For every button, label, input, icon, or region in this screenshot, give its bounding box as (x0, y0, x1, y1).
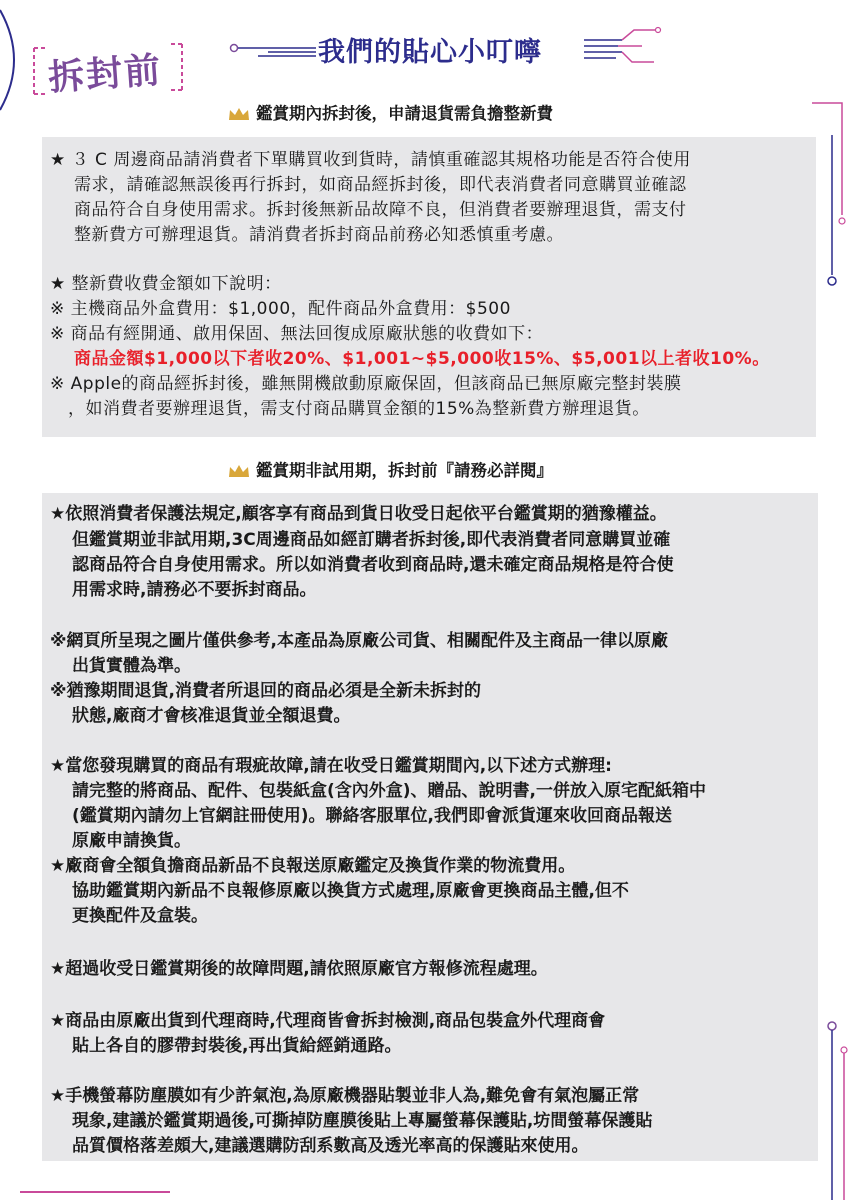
badge-label: 拆封前 (46, 49, 164, 99)
s1-line: ※ Apple的商品經拆封後，雖無開機啟動原廠保固，但該商品已無原廠完整封裝膜 (50, 374, 682, 394)
circuit-decoration-left (228, 38, 318, 68)
s2-line: 認商品符合自身使用需求。所以如消費者收到商品時,還未確定商品規格是符合使 (72, 555, 674, 575)
s1-line: 整新費方可辦理退貨。請消費者拆封商品前務必知悉慎重考慮。 (74, 225, 564, 245)
s2-line: 更換配件及盒裝。 (72, 906, 208, 926)
s1-line: ★ 整新費收費金額如下說明： (50, 274, 282, 294)
section1-heading-text: 鑑賞期內拆封後，申請退貨需負擔整新費 (256, 104, 553, 123)
s1-line: 商品符合自身使用需求。拆封後無新品故障不良，但消費者要辦理退貨，需支付 (74, 200, 687, 220)
s2-line: (鑑賞期內請勿上官網註冊使用)。聯絡客服單位,我們即會派貨運來收回商品報送 (72, 806, 672, 826)
s2-line: 貼上各自的膠帶封裝後,再出貨給經銷通路。 (72, 1036, 402, 1056)
s2-line: 用需求時,請務必不要拆封商品。 (72, 580, 317, 600)
s2-line: ※網頁所呈現之圖片僅供參考,本產品為原廠公司貨、相關配件及主商品一律以原廠 (50, 631, 668, 651)
s2-line: 協助鑑賞期內新品不良報修原廠以換貨方式處理,原廠會更換商品主體,但不 (72, 881, 629, 901)
s1-line: ，如消費者要辦理退貨，需支付商品購買金額的15%為整新費方辦理退貨。 (68, 399, 650, 419)
s2-line: 狀態,廠商才會核准退貨並全額退費。 (72, 706, 351, 726)
page-title: 我們的貼心小叮嚀 (318, 37, 542, 68)
s2-line: ★依照消費者保護法規定,顧客享有商品到貨日收受日起依平台鑑賞期的猶豫權益。 (50, 504, 667, 524)
s2-line: 出貨實體為準。 (72, 656, 191, 676)
bottom-rule (20, 1188, 170, 1196)
s1-fee-rates: 商品金額$1,000以下者收20%、$1,001~$5,000收15%、$5,001以上者收10%。 (74, 349, 770, 369)
s2-line: 品質價格落差頗大,建議選購防刮系數高及透光率高的保護貼來使用。 (72, 1136, 589, 1156)
s2-line: 但鑑賞期並非試用期,3C周邊商品如經訂購者拆封後,即代表消費者同意購買並確 (72, 530, 671, 550)
header-badge (28, 38, 188, 102)
s2-line: ★手機螢幕防塵膜如有少許氣泡,為原廠機器貼製並非人為,難免會有氣泡屬正常 (50, 1086, 640, 1106)
circuit-decoration-right (582, 26, 662, 76)
s2-line: ★當您發現購買的商品有瑕疵故障,請在收受日鑑賞期間內,以下述方式辦理: (50, 756, 612, 776)
s2-line: 請完整的將商品、配件、包裝紙盒(含內外盒)、贈品、說明書,一併放入原宅配紙箱中 (72, 781, 706, 801)
s2-line: 原廠申請換貨。 (72, 831, 191, 851)
s2-line: ※猶豫期間退貨,消費者所退回的商品必須是全新未拆封的 (50, 681, 481, 701)
s1-line: ※ 商品有經開通、啟用保固、無法回復成原廠狀態的收費如下： (50, 324, 544, 344)
s1-line: ※ 主機商品外盒費用：$1,000，配件商品外盒費用：$500 (50, 299, 511, 319)
s2-line: ★廠商會全額負擔商品新品不良報送原廠鑑定及換貨作業的物流費用。 (50, 856, 576, 876)
section1-box (42, 137, 816, 437)
section1-heading (228, 100, 553, 124)
circuit-decoration-side (812, 95, 850, 295)
s2-line: 現象,建議於鑑賞期過後,可撕掉防塵膜後貼上專屬螢幕保護貼,坊間螢幕保護貼 (72, 1111, 653, 1131)
section2-heading-text: 鑑賞期非試用期，拆封前『請務必詳閱』 (256, 461, 553, 480)
s2-line: ★超過收受日鑑賞期後的故障問題,請依照原廠官方報修流程處理。 (50, 959, 548, 979)
s1-line: ★ ３ C 周邊商品請消費者下單購買收到貨時，請慎重確認其規格功能是否符合使用 (50, 150, 691, 170)
s1-line: 需求，請確認無誤後再行拆封，如商品經拆封後，即代表消費者同意購買並確認 (74, 175, 687, 195)
section2-heading (228, 457, 553, 481)
crown-icon (228, 107, 250, 121)
crown-icon (228, 464, 250, 478)
section2-box (42, 493, 818, 1161)
s2-line: ★商品由原廠出貨到代理商時,代理商皆會拆封檢測,商品包裝盒外代理商會 (50, 1011, 606, 1031)
